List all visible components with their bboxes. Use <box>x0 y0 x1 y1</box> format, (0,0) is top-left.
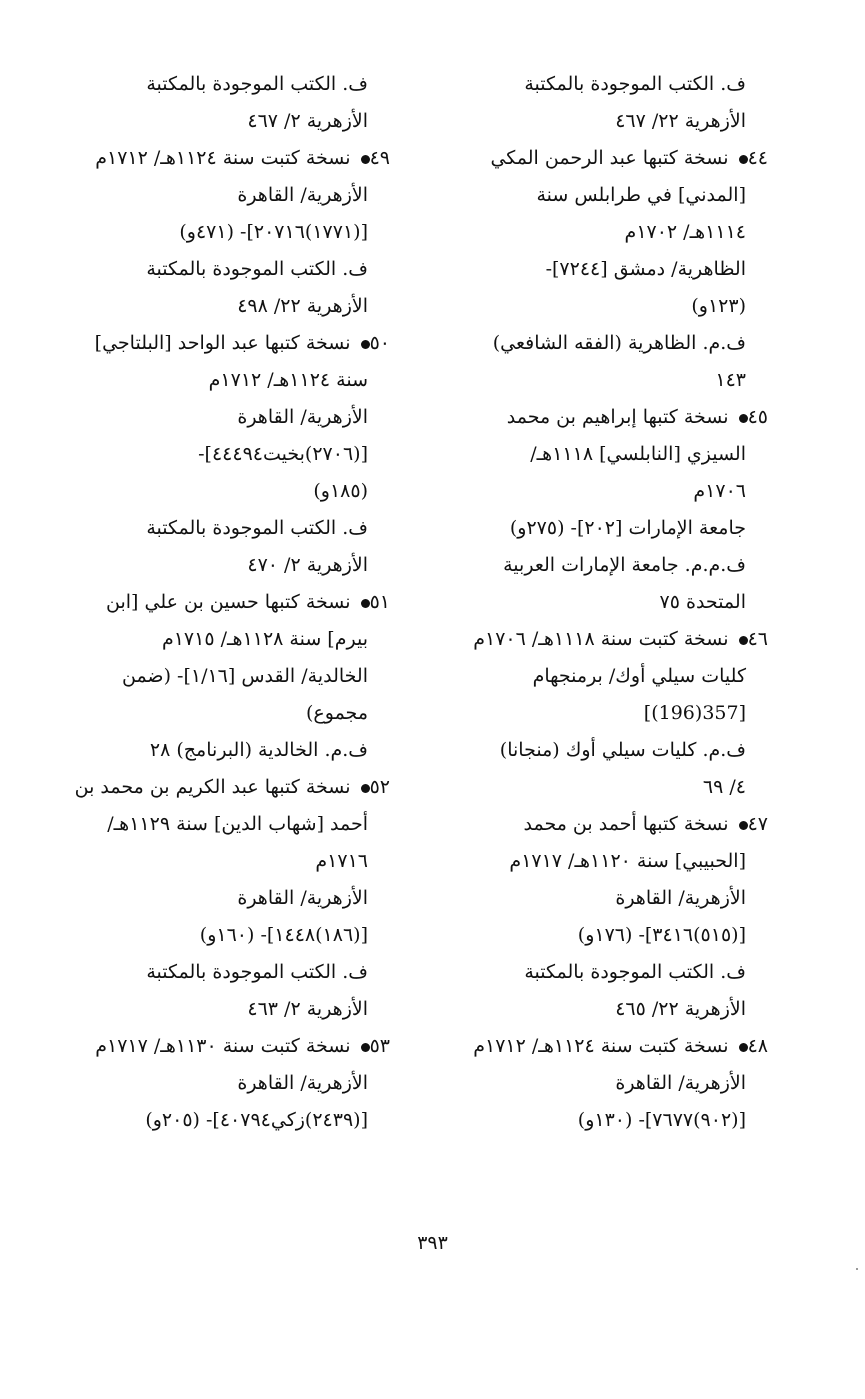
entry-text: نسخة كتبها عبد الرحمن المكي <box>490 147 729 169</box>
bullet-icon <box>361 155 370 164</box>
entry-number: ٤٧ <box>747 813 768 835</box>
entry-text: ١٧٠٦م <box>693 480 746 502</box>
entry-line <box>418 843 768 880</box>
entry-line <box>418 103 768 140</box>
entry-text: ف. الكتب الموجودة بالمكتبة <box>524 73 746 95</box>
entry-line <box>418 658 768 695</box>
entry-line <box>418 954 768 991</box>
entry-line <box>40 66 390 103</box>
entry-text: [(١٨٦)١٤٤٨]- (١٦٠و) <box>199 924 368 946</box>
entry-line <box>418 769 768 806</box>
entry-text: الخالدية/ القدس [١/١٦]- (ضمن <box>121 665 368 687</box>
entry-text: [المدني] في طرابلس سنة <box>536 184 746 206</box>
entry-line <box>40 103 390 140</box>
entry-text: نسخة كتبت سنة ١١٢٤هـ/ ١٧١٢م <box>473 1035 729 1057</box>
entry-text: ١٧١٦م <box>315 850 368 872</box>
entry-line <box>418 732 768 769</box>
entry-text: سنة ١١٢٤هـ/ ١٧١٢م <box>208 369 368 391</box>
entry-text: نسخة كتبها أحمد بن محمد <box>523 813 729 835</box>
entry-text: نسخة كتبها إبراهيم بن محمد <box>506 406 729 428</box>
entry-text: بيرم] سنة ١١٢٨هـ/ ١٧١٥م <box>161 628 368 650</box>
entry-number: ٤٤ <box>747 147 768 169</box>
entry-line <box>40 658 390 695</box>
entry-text: الأزهرية/ القاهرة <box>615 1072 746 1094</box>
bullet-icon <box>739 155 748 164</box>
entry-text: ف.م. كليات سيلي أوك (منجانا) <box>499 739 746 761</box>
bullet-icon <box>739 1043 748 1052</box>
bullet-icon <box>739 821 748 830</box>
entry-heading-line <box>40 584 390 621</box>
left-column <box>40 66 390 1139</box>
entry-text: [(٢٧٠٦)بخيت٤٤٤٩٤]- <box>198 443 368 465</box>
entry-text: ف. الكتب الموجودة بالمكتبة <box>146 73 368 95</box>
entry-heading-line <box>418 621 768 658</box>
entry-text: المتحدة ٧٥ <box>659 591 746 613</box>
bullet-icon <box>361 340 370 349</box>
entry-text: السيزي [النابلسي] ١١١٨هـ/ <box>530 443 746 465</box>
entry-line <box>418 1065 768 1102</box>
entry-heading-line <box>40 325 390 362</box>
entry-line <box>40 510 390 547</box>
entry-line <box>418 880 768 917</box>
entry-number: ٥٣ <box>369 1035 390 1057</box>
entry-number: ٤٨ <box>747 1035 768 1057</box>
entry-text: نسخة كتبت سنة ١١١٨هـ/ ١٧٠٦م <box>473 628 729 650</box>
bullet-icon <box>739 636 748 645</box>
entry-text: أحمد [شهاب الدين] سنة ١١٢٩هـ/ <box>107 813 368 835</box>
entry-heading-line <box>418 1028 768 1065</box>
entry-text: [(١٧٧١)٢٠٧١٦]- (٤٧١و) <box>179 221 368 243</box>
entry-text: ف. الكتب الموجودة بالمكتبة <box>146 258 368 280</box>
entry-line <box>418 1102 768 1139</box>
entry-line <box>40 806 390 843</box>
entry-line <box>418 510 768 547</box>
entry-heading-line <box>40 1028 390 1065</box>
entry-heading-line <box>418 140 768 177</box>
entry-line <box>418 695 768 732</box>
entry-line <box>40 695 390 732</box>
entry-text: كليات سيلي أوك/ برمنجهام <box>532 665 746 687</box>
entry-text: نسخة كتبت سنة ١١٣٠هـ/ ١٧١٧م <box>95 1035 351 1057</box>
entry-text: [الحبيبي] سنة ١١٢٠هـ/ ١٧١٧م <box>509 850 746 872</box>
entry-line <box>40 843 390 880</box>
entry-heading-line <box>40 769 390 806</box>
entry-line <box>418 177 768 214</box>
entry-text: ف. الكتب الموجودة بالمكتبة <box>146 517 368 539</box>
entry-text: الأزهرية/ القاهرة <box>237 184 368 206</box>
entry-text: نسخة كتبها عبد الواحد [البلتاجي] <box>94 332 351 354</box>
entry-text: [(٥١٥)٣٤١٦]- (١٧٦و) <box>577 924 746 946</box>
entry-text: [357(196)] <box>643 702 746 724</box>
entry-text: نسخة كتبها حسين بن علي [ابن <box>106 591 351 613</box>
entry-text: الأزهرية ٢/ ٤٦٣ <box>247 998 368 1020</box>
entry-text: ١٤٣ <box>715 369 746 391</box>
entry-text: (١٨٥و) <box>313 480 368 502</box>
entry-number: ٥١ <box>369 591 390 613</box>
entry-line <box>40 1065 390 1102</box>
entry-text: الأزهرية ٢٢/ ٤٩٨ <box>237 295 368 317</box>
entry-line <box>418 547 768 584</box>
entry-line <box>40 1102 390 1139</box>
entry-line <box>40 547 390 584</box>
entry-line <box>418 917 768 954</box>
entry-line <box>40 621 390 658</box>
entry-number: ٤٦ <box>747 628 768 650</box>
entry-text: ف.م.م. جامعة الإمارات العربية <box>503 554 746 576</box>
entry-line <box>418 251 768 288</box>
entry-line <box>40 214 390 251</box>
entry-text: (١٢٣و) <box>691 295 746 317</box>
entry-line <box>40 880 390 917</box>
entry-line <box>418 991 768 1028</box>
entry-line <box>40 917 390 954</box>
entry-number: ٥٠ <box>369 332 390 354</box>
entry-line <box>40 177 390 214</box>
entry-line <box>418 473 768 510</box>
scan-speck <box>856 1268 858 1270</box>
entry-number: ٤٩ <box>369 147 390 169</box>
entry-line <box>418 214 768 251</box>
entry-line <box>418 362 768 399</box>
entry-number: ٥٢ <box>369 776 390 798</box>
entry-line <box>40 436 390 473</box>
entry-heading-line <box>418 399 768 436</box>
entry-text: الأزهرية ٢٢/ ٤٦٥ <box>615 998 746 1020</box>
entry-line <box>40 991 390 1028</box>
entry-line <box>40 473 390 510</box>
entry-text: الأزهرية ٢/ ٤٦٧ <box>247 110 368 132</box>
entry-text: الأزهرية ٢٢/ ٤٦٧ <box>615 110 746 132</box>
bullet-icon <box>361 784 370 793</box>
entry-line <box>418 584 768 621</box>
entry-line <box>418 325 768 362</box>
entry-heading-line <box>40 140 390 177</box>
bullet-icon <box>739 414 748 423</box>
entry-text: الأزهرية/ القاهرة <box>237 1072 368 1094</box>
entry-text: ف. الكتب الموجودة بالمكتبة <box>146 961 368 983</box>
entry-text: نسخة كتبت سنة ١١٢٤هـ/ ١٧١٢م <box>95 147 351 169</box>
entry-text: ف. الكتب الموجودة بالمكتبة <box>524 961 746 983</box>
entry-text: الأزهرية/ القاهرة <box>237 406 368 428</box>
entry-text: الأزهرية/ القاهرة <box>237 887 368 909</box>
page-number: ٣٩٣ <box>417 1232 448 1254</box>
entry-number: ٤٥ <box>747 406 768 428</box>
entry-line <box>418 66 768 103</box>
entry-text: ١١١٤هـ/ ١٧٠٢م <box>624 221 746 243</box>
entry-line <box>40 732 390 769</box>
entry-text: الأزهرية ٢/ ٤٧٠ <box>247 554 368 576</box>
entry-text: ف.م. الخالدية (البرنامج) ٢٨ <box>149 739 368 761</box>
entry-heading-line <box>418 806 768 843</box>
bullet-icon <box>361 1043 370 1052</box>
entry-line <box>40 362 390 399</box>
entry-text: [(٢٤٣٩)زكي٤٠٧٩٤]- (٢٠٥و) <box>145 1109 368 1131</box>
entry-text: نسخة كتبها عبد الكريم بن محمد بن <box>74 776 351 798</box>
entry-line <box>418 288 768 325</box>
entry-line <box>40 954 390 991</box>
entry-text: [(٩٠٢)٧٦٧٧]- (١٣٠و) <box>577 1109 746 1131</box>
entry-line <box>40 251 390 288</box>
entry-text: ٤/ ٦٩ <box>702 776 746 798</box>
right-column <box>418 66 768 1139</box>
entry-line <box>40 288 390 325</box>
bullet-icon <box>361 599 370 608</box>
entry-text: جامعة الإمارات [٢٠٢]- (٢٧٥و) <box>509 517 746 539</box>
entry-line <box>40 399 390 436</box>
entry-text: ف.م. الظاهرية (الفقه الشافعي) <box>492 332 746 354</box>
entry-text: الأزهرية/ القاهرة <box>615 887 746 909</box>
entry-line <box>418 436 768 473</box>
entry-text: مجموع) <box>306 702 368 724</box>
entry-text: الظاهرية/ دمشق [٧٢٤٤]- <box>545 258 746 280</box>
